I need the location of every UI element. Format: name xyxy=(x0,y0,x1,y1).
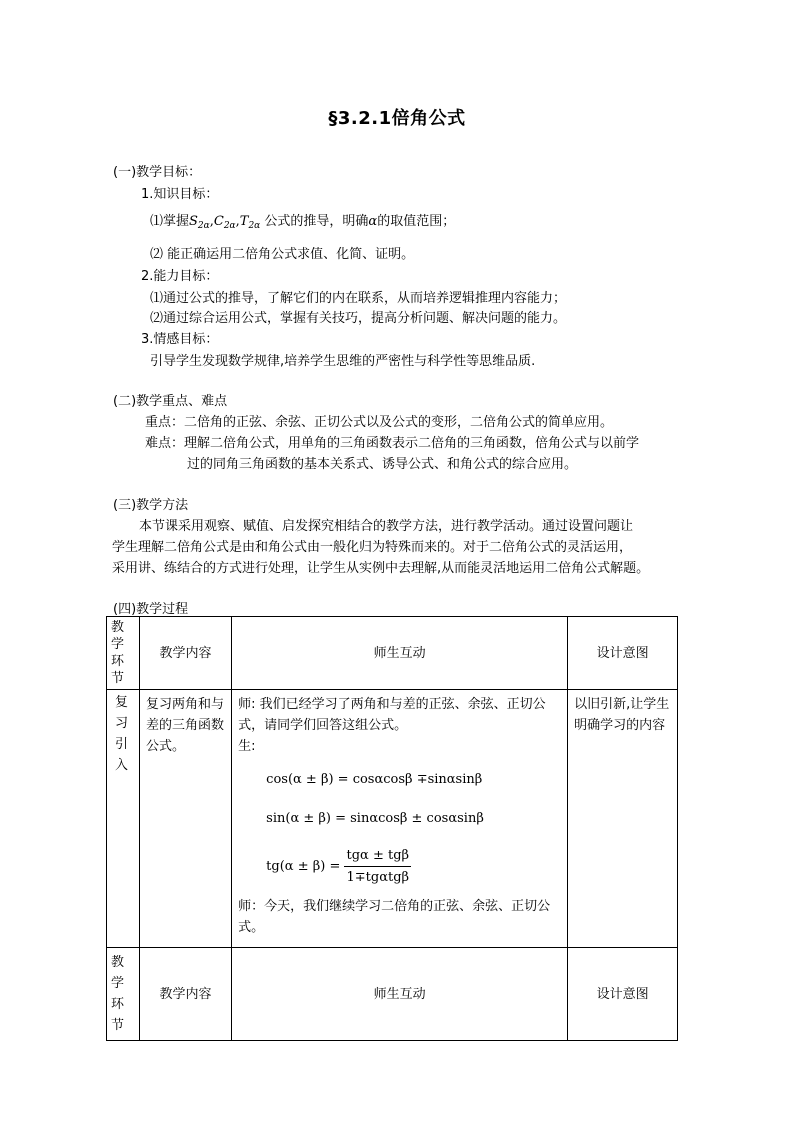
page-title: §3.2.1倍角公式 xyxy=(328,108,466,129)
table-header-row xyxy=(107,617,678,690)
method-paragraph-line-3: 采用讲、练结合的方式进行处理，让学生从实例中去理解,从而能灵活地运用二倍角公式解题。 xyxy=(112,561,650,576)
header-intent: 设计意图 xyxy=(568,617,678,690)
row-stage: 复习引入 xyxy=(107,690,140,948)
tan-fraction: $\frac{\text{tgα ± tgβ}}{\text{1∓tgαtgβ}}$ xyxy=(344,845,411,888)
header-stage: 教学环节 xyxy=(107,617,140,690)
ability-goal-1: ⑴通过公式的推导，了解它们的内在联系，从而培养逻辑推理内容能力； xyxy=(150,291,567,306)
method-heading: (三)教学方法 xyxy=(113,498,189,513)
goals-heading: (一)教学目标： xyxy=(113,165,202,180)
emotion-goal-1: 引导学生发现数学规律,培养学生思维的严密性与科学性等思维品质. xyxy=(150,354,536,369)
student-line: 生: xyxy=(238,739,256,754)
method-paragraph-line-2: 学生理解二倍角公式是由和角公式由一般化归为特殊而来的。对于二倍角公式的灵活运用， xyxy=(112,540,633,555)
formula-sin: sin(α ± β) = sinαcosβ ± cosαsinβ xyxy=(266,811,484,826)
knowledge-goal-2: ⑵ 能正确运用二倍角公式求值、化简、证明。 xyxy=(150,247,415,262)
row-content: 复习两角和与差的三角函数公式。 xyxy=(139,690,231,948)
difficult-point-line-1: 难点：理解二倍角公式，用单角的三角函数表示二倍角的三角函数，倍角公式与以前学 xyxy=(145,436,640,451)
formula-cos: cos(α ± β) = cosαcosβ ∓sinαsinβ xyxy=(266,772,483,787)
method-paragraph-line-1: 本节课采用观察、赋值、启发探究相结合的教学方法，进行教学活动。通过设置问题让 xyxy=(139,519,634,534)
table-row xyxy=(107,690,678,948)
header-stage-repeat: 教学环节 xyxy=(107,948,140,1041)
teacher-line-2: 师：今天，我们继续学习二倍角的正弦、余弦、正切公式。 xyxy=(238,899,551,935)
focus-heading: (二)教学重点、难点 xyxy=(113,394,228,409)
header-interaction-repeat: 师生互动 xyxy=(232,948,568,1041)
knowledge-goal-heading: 1.知识目标： xyxy=(141,187,219,202)
process-table xyxy=(106,616,678,1041)
row-intent: 以旧引新,让学生明确学习的内容 xyxy=(568,690,678,948)
formula-tan: tg(α ± β) = $\frac{\text{tgα ± tgβ}}{\text{1∓tgαtgβ}}$ xyxy=(266,845,561,888)
key-point: 重点：二倍角的正弦、余弦、正切公式以及公式的变形，二倍角公式的简单应用。 xyxy=(145,415,614,430)
difficult-point-line-2: 过的同角三角函数的基本关系式、诱导公式、和角公式的综合应用。 xyxy=(187,457,578,472)
row-interaction xyxy=(232,690,568,948)
header-intent-repeat: 设计意图 xyxy=(568,948,678,1041)
table-header-row-repeat xyxy=(107,948,678,1041)
teacher-line: 师: 我们已经学习了两角和与差的正弦、余弦、正切公式，请同学们回答这组公式。 xyxy=(238,697,546,733)
header-interaction: 师生互动 xyxy=(232,617,568,690)
emotion-goal-heading: 3.情感目标： xyxy=(141,332,219,347)
ability-goal-heading: 2.能力目标： xyxy=(141,269,219,284)
ability-goal-2: ⑵通过综合运用公式，掌握有关技巧，提高分析问题、解决问题的能力。 xyxy=(150,311,567,326)
process-heading: (四)教学过程 xyxy=(113,602,189,617)
knowledge-goal-1: ⑴掌握$S_{2\alpha},C_{2\alpha},T_{2\alpha}$ 公式的推导，明确α的取值范围； xyxy=(150,214,456,231)
header-content-repeat: 教学内容 xyxy=(139,948,231,1041)
header-content: 教学内容 xyxy=(139,617,231,690)
